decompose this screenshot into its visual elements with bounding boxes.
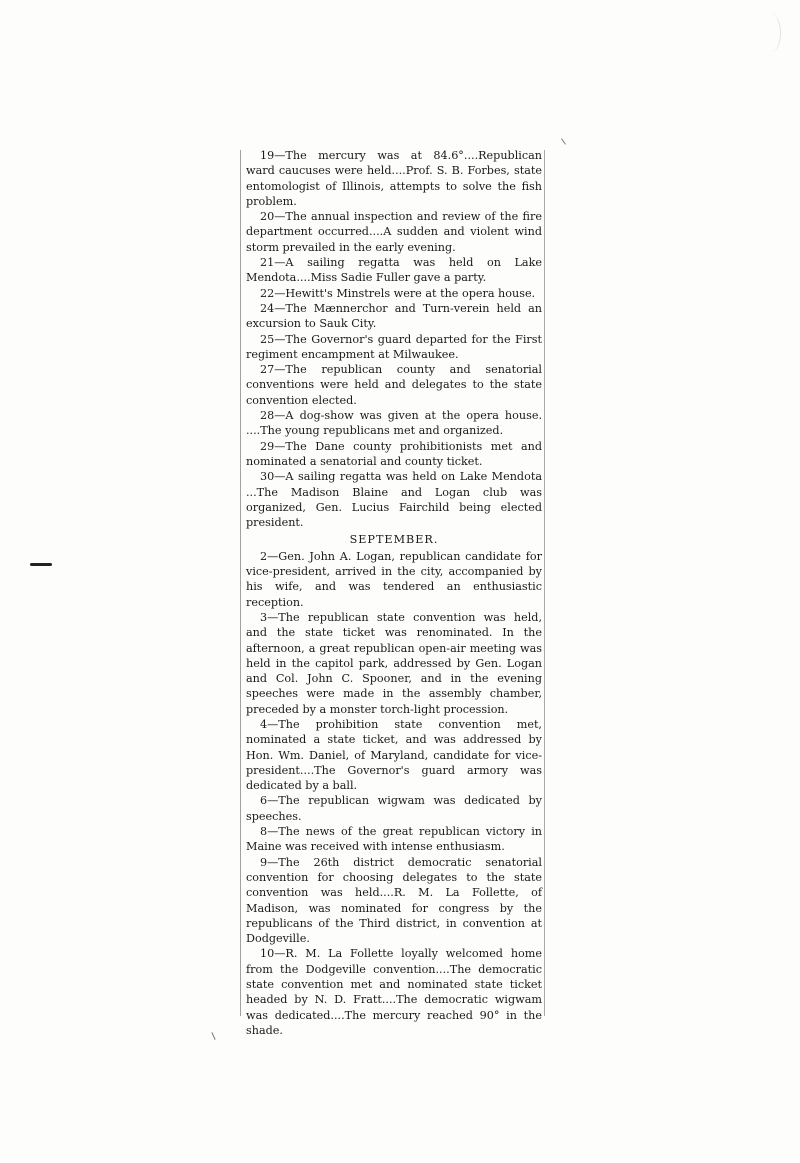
entry-20: 20—The annual inspection and review of the fire department occurred....A sudden and violent wind storm prevailed in the early evening. — [246, 210, 542, 254]
page-corner-curl — [762, 14, 781, 52]
stray-tick-bottom — [211, 1032, 215, 1040]
entry-sep-3: 3—The republican state convention was held, and the state ticket was renominated. In the afternoon, a great republican open-air meeting was held in the capitol park, addressed by Gen. Logan and Col. John C. Spooner, and in the evening speeches were made in the assembly chamber, preceded by a monster torch-light procession. — [246, 610, 542, 716]
entry-24: 24—The Mænnerchor and Turn-verein held an excursion to Sauk City. — [246, 301, 542, 331]
entry-22: 22—Hewitt's Minstrels were at the opera house. — [260, 286, 536, 300]
entry-sep-8: 8—The news of the great republican victory in Maine was received with intense enthusiasm. — [246, 825, 542, 854]
entry-25: 25—The Governor's guard departed for the First regiment encampment at Milwaukee. — [246, 332, 542, 361]
entry-29: 29—The Dane county prohibitionists met and nominated a senatorial and county ticket. — [246, 439, 542, 468]
clipping-right-edge — [544, 150, 545, 1016]
entry-sep-4: 4—The prohibition state convention met, nominated a state ticket, and was addressed by Hon. Wm. Daniel, of Maryland, candidate for vice-president....The Governor's guard armory was dedicated by a ball. — [246, 717, 542, 793]
entry-sep-9: 9—The 26th district democratic senatorial convention for choosing delegates to the state convention was held....R. M. La Follette, of Madison, was nominated for congress by the republicans of the Third district, in convention at Dodgeville. — [246, 855, 542, 946]
newspaper-clipping-column — [246, 148, 542, 1038]
entry-sep-10: 10—R. M. La Follette loyally welcomed home from the Dodgeville convention....The democratic state convention met and nominated state ticket headed by N. D. Fratt....The democratic wigwam was dedicated....The mercury reached 90° in the shade. — [246, 947, 542, 1037]
entry-28: 28—A dog-show was given at the opera house. ....The young republicans met and organized. — [246, 409, 542, 438]
entry-30: 30—A sailing regatta was held on Lake Mendota ...The Madison Blaine and Logan club was organized, Gen. Lucius Fairchild being elected president. — [246, 470, 542, 530]
stray-tick-top — [561, 138, 566, 144]
entry-sep-2: 2—Gen. John A. Logan, republican candidate for vice-president, arrived in the city, accompanied by his wife, and was tendered an enthusiastic reception. — [246, 549, 542, 609]
stray-ink-mark-left — [30, 563, 52, 566]
entry-21: 21—A sailing regatta was held on Lake Mendota....Miss Sadie Fuller gave a party. — [246, 256, 542, 285]
entry-19: 19—The mercury was at 84.6°....Republican ward caucuses were held....Prof. S. B. Forbes, state entomologist of Illinois, attempts to solve the fish problem. — [246, 149, 542, 208]
section-heading-september: SEPTEMBER. — [349, 533, 439, 547]
clipping-left-edge — [240, 150, 241, 1016]
entry-27: 27—The republican county and senatorial conventions were held and delegates to the state convention elected. — [246, 363, 542, 407]
entry-sep-6: 6—The republican wigwam was dedicated by speeches. — [246, 794, 542, 823]
